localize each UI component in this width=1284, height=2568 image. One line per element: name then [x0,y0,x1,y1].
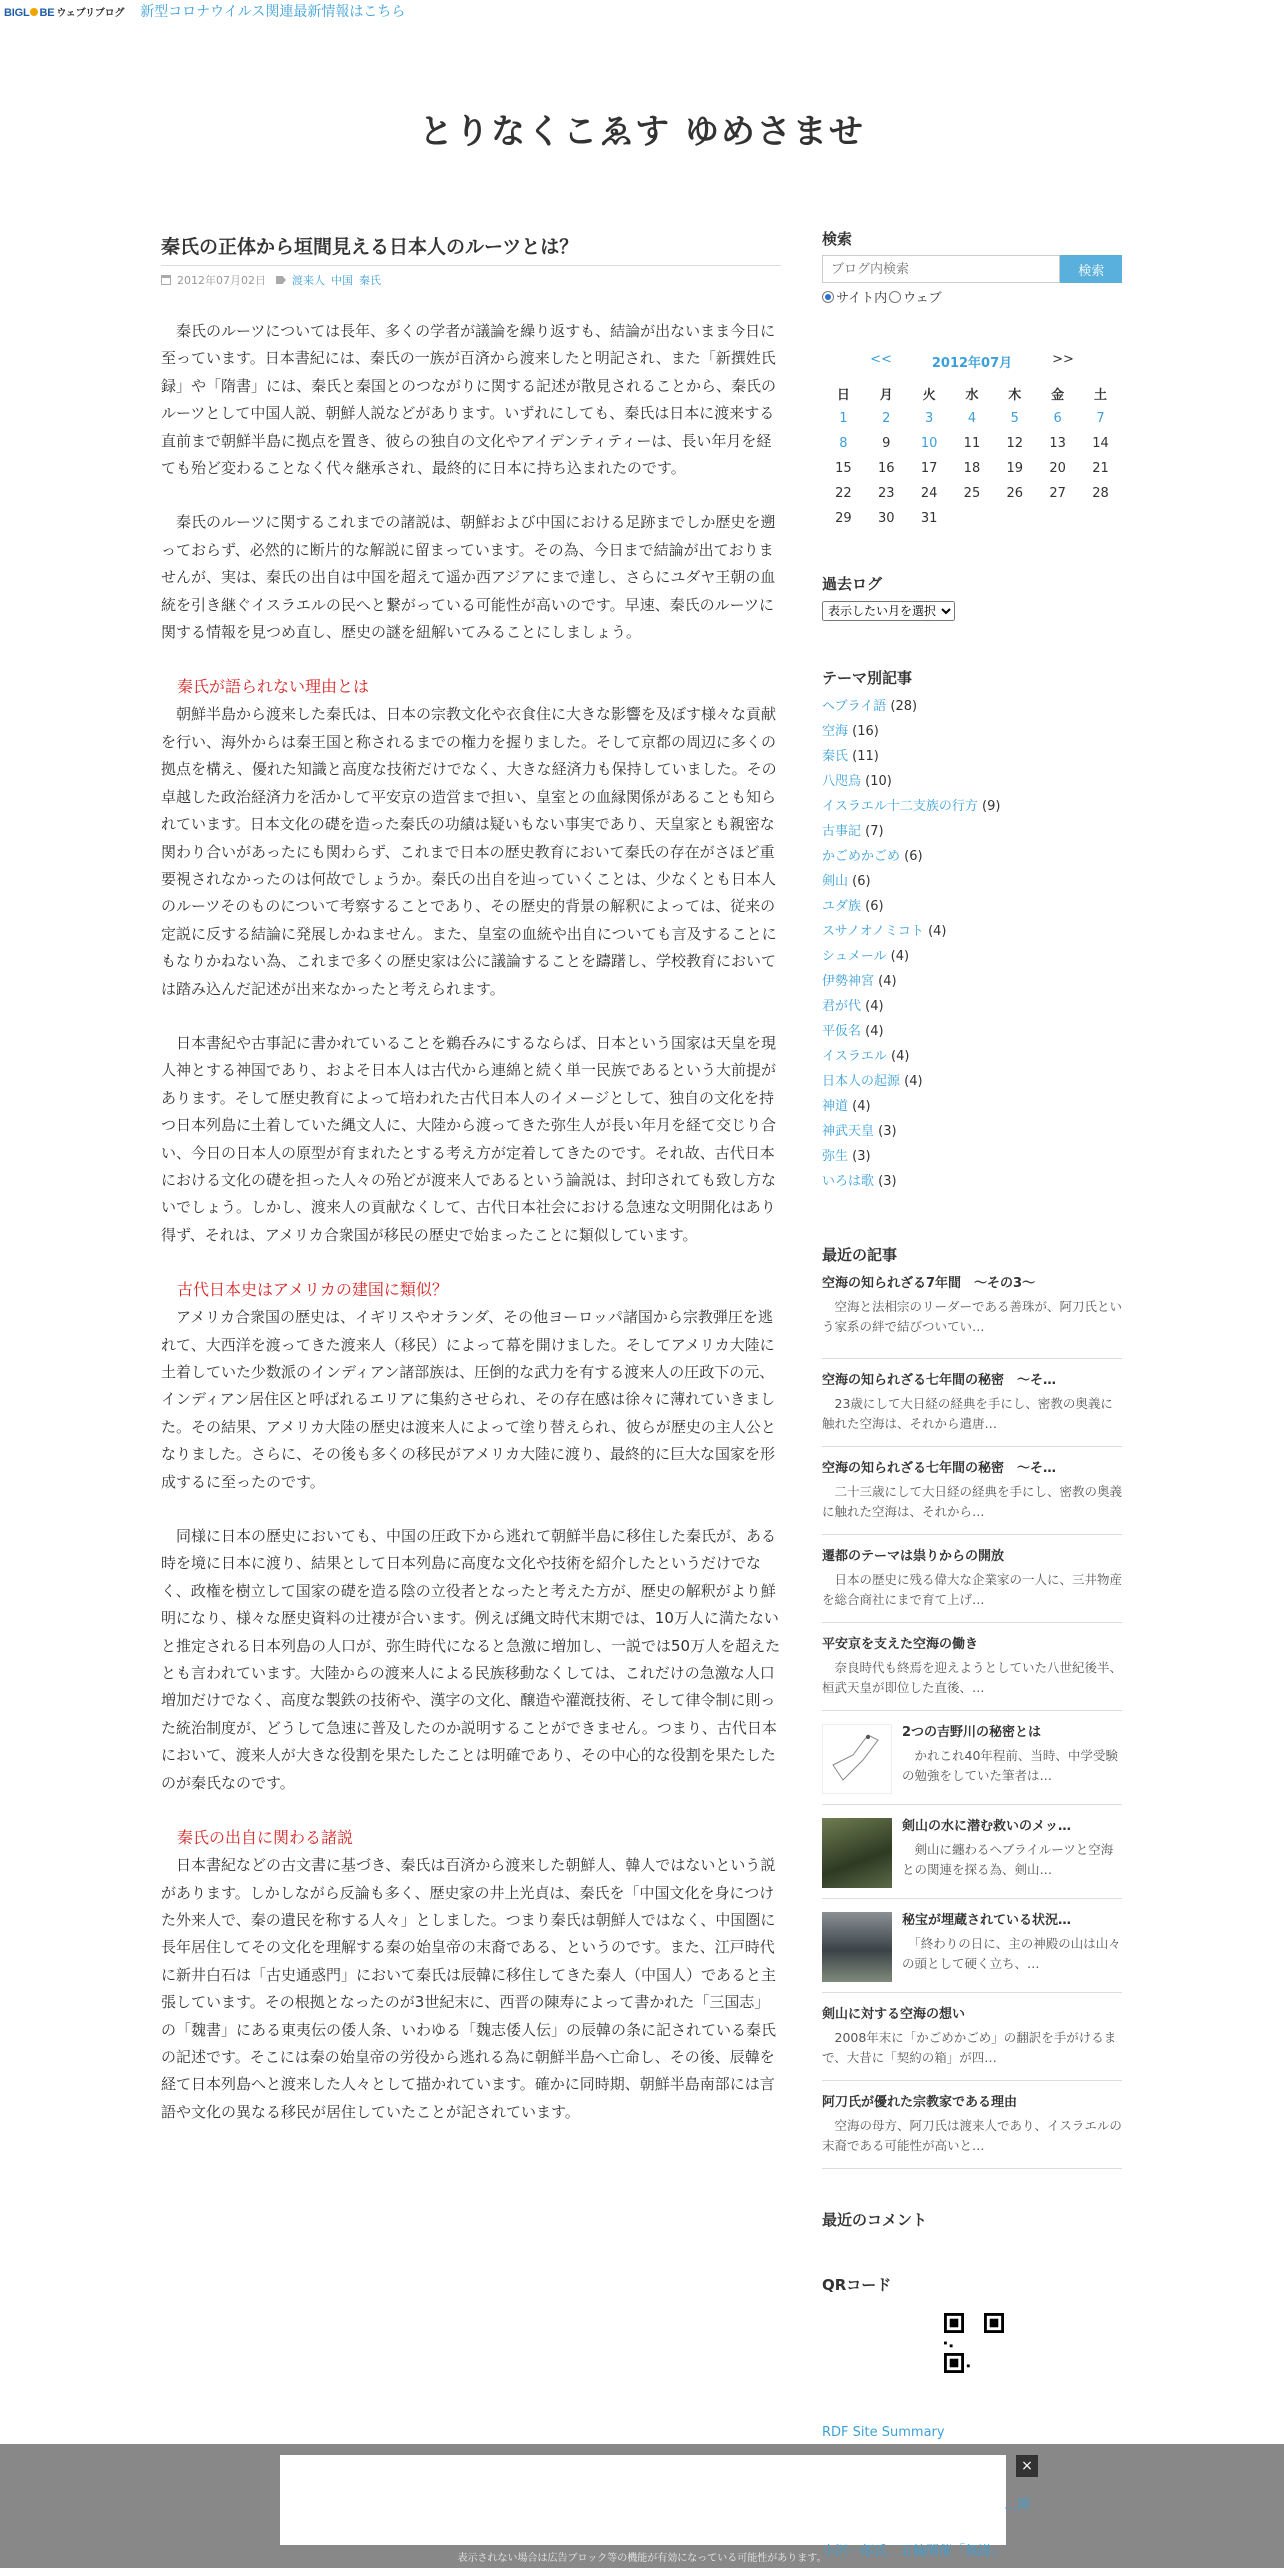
calendar-day: 22 [835,486,852,501]
theme-link[interactable]: シュメール [822,949,887,964]
theme-link[interactable]: 古事記 [822,824,862,839]
calendar-day [1036,506,1079,531]
theme-count: (6) [865,899,884,914]
calendar-day [993,506,1036,531]
theme-count: (28) [890,699,918,714]
calendar-day [822,406,865,431]
theme-item [822,794,1122,819]
calendar-day: 30 [877,511,895,526]
calendar-day: 19 [1006,461,1024,476]
recent-post-title[interactable]: 2つの吉野川の秘密とは [902,1725,1042,1740]
calendar-day [951,506,994,531]
radio-web-label: ウェブ [903,291,942,306]
paragraph: アメリカ合衆国の歴史は、イギリスやオランダ、その他ヨーロッパ諸国から宗教弾圧を逃れて、大西洋を渡ってきた渡来人（移民）によって幕を開けました。そしてアメリカ大陸に土着していた少数派のインディアン諸部族は、圧倒的な武力を有する渡来人の圧政下の元、インディアン居住区と呼ばれるエリアに集約させられ、その存在感は徐々に薄れていきました。その結果、アメリカ大陸の歴史は渡来人によって塗り替えられ、彼らが歴史の主人公となりました。さらに、その後も多くの移民がアメリカ大陸に渡り、最終的に巨大な国家を形成するに至ったのです。 [161,1308,776,1491]
tag-link[interactable]: 中国 [331,274,353,287]
calendar-day: 23 [877,486,895,501]
radio-site[interactable] [822,291,834,303]
calendar-day: 21 [1092,461,1109,476]
calendar-day [822,431,865,456]
paragraph: 朝鮮半島から渡来した秦氏は、日本の宗教文化や衣食住に大きな影響を及ぼす様々な貢献を行い、海外からは秦王国と称されるまでの権力を握りました。そして京都の周辺に多くの拠点を構え、優れた知識と高度な技術だけでなく、大きな経済力も保持していました。その卓越した政治経済力を活かして平安京の造営まで担い、皇室との血縁関係があることも知られています。日本文化の礎を造った秦氏の功績は疑いもない事実であり、天皇家とも親密な関わり合いがあったにも関わらず、これまで日本の歴史教育において秦氏の存在がさほど重要視されなかったのは何故でしょうか。秦氏の出自を辿っていくことは、少なくとも日本人のルーツそのものについて考察することであり、その歴史的背景の解釈によっては、従来の定説に反する結論に発展しかねません。また、皇室の血統や出自についても言及することにもなりかねない為、これまで多くの歴史家は公に議論することを躊躇し、学校教育においては踏み込んだ記述が出来なかったと考えられます。 [161,705,777,998]
radio-web[interactable] [889,291,901,303]
calendar-day-link[interactable]: 5 [1010,411,1019,426]
theme-link[interactable]: ヘブライ語 [822,699,887,714]
theme-item [822,1019,1122,1044]
theme-count: (9) [982,799,1001,814]
theme-link[interactable]: いろは歌 [822,1174,875,1189]
recent-post-excerpt: 二十三歳にして大日経の経典を手にし、密教の奥義に触れた空海は、それから… [822,1484,1123,1519]
weekday-label: 木 [1008,388,1022,403]
theme-item [822,819,1122,844]
recent-post[interactable] [822,1711,1122,1805]
archive [822,573,1122,621]
calendar-day-link[interactable]: 3 [924,411,934,426]
theme-count: (16) [852,724,879,739]
calendar-prev[interactable]: << [870,352,892,367]
calendar-day: 18 [963,461,981,476]
peek-link[interactable]: …関 [1004,2498,1031,2513]
theme-link[interactable]: ユダ族 [822,899,862,914]
calendar-day: 28 [1092,486,1109,501]
theme-link[interactable]: 秦氏 [822,749,849,764]
calendar [822,352,1122,531]
calendar-day: 27 [1049,486,1066,501]
calendar-day: 9 [882,436,891,451]
recent-post-thumbnail[interactable] [822,1724,892,1794]
theme-link[interactable]: スサノオノミコト [822,924,924,939]
calendar-day: 20 [1049,461,1066,476]
theme-count: (10) [865,774,892,789]
recent-post[interactable] [822,1805,1122,1899]
recent-post[interactable] [822,1623,1122,1711]
radio-site-label: サイト内 [836,291,888,306]
theme-link[interactable]: 剣山 [822,874,849,889]
theme-link[interactable]: 神武天皇 [822,1124,875,1139]
theme-count: (4) [904,1074,923,1089]
calendar-day [951,406,994,431]
recent-post-excerpt: 23歳にして大日経の経典を手にし、密教の奥義に触れた空海は、それから遣唐… [822,1396,1113,1431]
theme-item [822,969,1122,994]
recent-posts [822,1244,1122,2169]
recent-post-excerpt: かれこれ40年程前、当時、中学受験の勉強をしていた筆者は… [902,1748,1118,1783]
themes-heading: テーマ別記事 [822,669,913,687]
calendar-month[interactable]: 2012年07月 [931,356,1013,371]
recent-post-title[interactable]: 阿刀氏が優れた宗教家である理由 [822,2095,1018,2110]
recent-post-title[interactable]: 空海の知られざる七年間の秘密 ～そ… [822,1373,1057,1388]
recent-post[interactable] [822,1271,1122,1359]
theme-item [822,994,1122,1019]
calendar-day [908,431,951,456]
rdf-section [822,2425,1122,2440]
theme-link[interactable]: 空海 [822,724,849,739]
calendar-day-link[interactable]: 6 [1053,411,1062,426]
search-form [822,255,1122,283]
paragraph: 日本書紀などの古文書に基づき、秦氏は百済から渡来した朝鮮人、韓人ではないという説があります。しかしながら反論も多く、歴史家の井上光貞は、秦氏を「中国文化を身につけた外来人で、秦の遺民を称する人々」としました。つまり秦氏は朝鮮人ではなく、中国圏に長年居住してその文化を理解する秦の始皇帝の末裔である、というのです。また、江戸時代に新井白石は「古史通惑門」において秦氏は辰韓に移住してきた秦人（中国人）であると主張しています。その根拠となったのが3世紀末に、西晋の陳寿によって書かれた「三国志」の「魏書」にある東夷伝の倭人条、いわゆる「魏志倭人伝」の辰韓の条に記されている秦氏の記述です。そこには秦の始皇帝の労役から逃れる為に朝鮮半島へ亡命し、その後、辰韓を経て日本列島へと渡来した人々として描かれています。確かに同時期、朝鮮半島南部には言語や文化の異なる移民が居住していたことが記されています。 [161,1856,777,2121]
theme-count: (4) [928,924,947,939]
biglobe-logo[interactable]: BIGL BE ウェブリブログ [4,6,125,19]
calendar-day: 31 [920,511,938,526]
paragraph: 秦氏のルーツについては長年、多くの学者が議論を繰り返すも、結論が出ないまま今日に至っています。日本書紀には、秦氏の一族が百済から渡来したと明記され、また「新撰姓氏録」や「隋書」には、秦氏と秦国とのつながりに関する記述が散見されることから、秦氏のルーツとして中国人説、朝鮮人説などがあります。いずれにしても、秦氏は日本に渡来する直前まで朝鮮半島に拠点を置き、彼らの独自の文化やアイデンティティーは、長い年月を経ても殆ど変わることなく代々継承され、最終的に日本に持ち込まれたのです。 [161,322,777,478]
calendar-next[interactable]: >> [1052,352,1074,367]
calendar-day: 15 [835,461,852,476]
theme-count: (3) [878,1124,897,1139]
ad-note: 表示されない場合は広告ブロック等の機能が有効になっている可能性があります。 [457,2553,827,2564]
recent-post-title[interactable]: 剣山の水に潜む救いのメッ… [902,1819,1072,1834]
calendar-day-link[interactable]: 1 [839,411,848,426]
calendar-grid [822,381,1122,531]
calendar-day: 25 [963,486,981,501]
recent-post[interactable] [822,1535,1122,1623]
recent-heading: 最近の記事 [822,1246,898,1264]
calendar-day-link[interactable]: 4 [967,411,977,426]
qr-code-image [944,2313,1004,2373]
ad-banner[interactable] [280,2455,1006,2545]
recent-post[interactable] [822,1993,1122,2081]
calendar-day: 29 [835,511,852,526]
theme-link[interactable]: 八咫烏 [822,774,862,789]
theme-item [822,769,1122,794]
calendar-day: 14 [1092,436,1109,451]
recent-post-thumbnail[interactable] [822,1912,892,1982]
theme-item [822,719,1122,744]
calendar-day [1079,406,1122,431]
recent-post-title[interactable]: 遷都のテーマは祟りからの開放 [822,1549,1005,1564]
post-date: 2012年07月02日 [177,274,266,287]
theme-link[interactable]: 神道 [822,1099,849,1114]
theme-item [822,1094,1122,1119]
theme-item [822,1119,1122,1144]
recent-post[interactable] [822,1899,1122,1993]
recent-post[interactable] [822,2081,1122,2169]
calendar-day-link[interactable]: 7 [1096,411,1105,426]
rdf-link[interactable]: RDF Site Summary [822,2425,945,2440]
calendar-day: 26 [1006,486,1024,501]
theme-item [822,844,1122,869]
calendar-day [908,406,951,431]
theme-count: (3) [878,1174,897,1189]
calendar-icon [161,275,171,285]
recent-post-excerpt: 「終わりの日に、主の神殿の山は山々の頭として硬く立ち、… [902,1936,1121,1971]
tag-link[interactable]: 秦氏 [359,274,381,287]
calendar-day: 11 [963,436,981,451]
calendar-day-link[interactable]: 2 [882,411,891,426]
paragraph: 同様に日本の歴史においても、中国の圧政下から逃れて朝鮮半島に移住した秦氏が、ある時を境に日本に渡り、結果として日本列島に高度な文化や技術を紹介したというだけでなく、政権を樹立して国家の礎を造る陰の立役者となったと考えた方が、歴史の解釈がより鮮明になり、様々な歴史資料の辻褄が合います。例えば縄文時代末期では、10万人に満たないと推定される日本列島の人口が、弥生時代になると急激に増加し、一説では50万人を超えたとも言われています。大陸からの渡来人による民族移動なくしては、これだけの急激な人口増加だけでなく、高度な製鉄の技術や、漢字の文化、醸造や灌漑技術、そして律令制に則った統治制度が、どうして急速に普及したのか説明することができません。つまり、古代日本において、渡来人が大きな役割を果たしたことは明確であり、その中心的な役割を果たしたのが秦氏なのです。 [161,1527,781,1792]
search-heading: 検索 [822,230,853,248]
calendar-day [865,406,908,431]
theme-count: (4) [865,1024,884,1039]
theme-link[interactable]: 伊勢神宮 [822,974,875,989]
themes [822,667,1122,1194]
tag-icon [276,276,286,284]
weekday-label: 土 [1094,388,1108,403]
theme-item [822,919,1122,944]
theme-count: (3) [852,1149,871,1164]
recent-post-excerpt: 日本の歴史に残る偉大な企業家の一人に、三井物産を総合商社にまで育て上げ… [822,1572,1123,1607]
recent-post-title[interactable]: 空海の知られざる七年間の秘密 ～そ… [822,1461,1057,1476]
post-body [161,318,781,2126]
corona-info-link[interactable]: 新型コロナウイルス関連最新情報はこちら [140,4,406,20]
site-title[interactable]: とりなくこゑす ゆめさませ [419,112,865,152]
weekday-label: 火 [922,388,936,403]
calendar-day: 24 [920,486,938,501]
recent-post[interactable] [822,1359,1122,1447]
theme-count: (4) [890,949,910,964]
theme-list [822,694,1122,1194]
theme-link[interactable]: 弥生 [822,1149,849,1164]
theme-count: (7) [865,824,884,839]
search-button[interactable]: 検索 [1060,255,1122,283]
recent-post-excerpt: 空海と法相宗のリーダーである善珠が、阿刀氏という家系の絆で結びついてい… [822,1299,1123,1334]
calendar-day-link[interactable]: 8 [839,436,848,451]
weekday-label: 月 [879,388,893,403]
post-title[interactable]: 秦氏の正体から垣間見える日本人のルーツとは？ [161,236,579,258]
theme-count: (4) [891,1049,910,1064]
recent-post-title[interactable]: 剣山に対する空海の想い [822,2007,966,2022]
theme-link[interactable]: イスラエル [822,1049,887,1064]
section-heading: 秦氏が語られない理由とは [177,677,370,697]
theme-count: (6) [852,874,871,889]
calendar-day-link[interactable]: 10 [920,436,938,451]
ad-close-button[interactable]: × [1016,2455,1038,2477]
calendar-day: 16 [877,461,895,476]
paragraph: 日本書紀や古事記に書かれていることを鵜呑みにするならば、日本という国家は天皇を現人神とする神国であり、およそ日本人は古代から連綿と続く単一民族であるという大前提があります。そして歴史教育によって培われた古代日本人のイメージとして、独自の文化を持つ日本列島に土着していた縄文人に、大陸から渡ってきた弥生人が長い年月を経て交じり合い、今日の日本人の原型が育まれたとする考え方が定着してきたのです。それ故、古代日本における文化の礎を担った人々の殆どが渡来人であるという論説は、封印されても致し方ないでしょう。しかし、渡来人の貢献なくして、古代日本社会における急速な文明開化はあり得ず、それは、アメリカ合衆国が移民の歴史で始まったことに類似しています。 [161,1033,777,1244]
weekday-label: 金 [1051,388,1065,403]
theme-count: (4) [878,974,897,989]
recent-post-excerpt: 剣山に纏わるヘブライルーツと空海との関連を探る為、剣山… [902,1842,1114,1877]
theme-count: (11) [852,749,879,764]
theme-item [822,1044,1122,1069]
search-scope [822,287,1122,306]
weekday-label: 水 [965,388,979,403]
calendar-day: 12 [1006,436,1024,451]
calendar-day [1079,506,1122,531]
recent-post-excerpt: 2008年末に「かごめかごめ」の翻訳を手がけるまで、大昔に「契約の箱」が四… [822,2030,1117,2065]
recent-post-title[interactable]: 秘宝が埋蔵されている状況… [902,1913,1072,1928]
article [161,232,781,2153]
theme-link[interactable]: 平仮名 [822,1024,862,1039]
theme-link[interactable]: イスラエル十二支族の行方 [822,799,978,814]
qr-section [822,2274,1122,2377]
comments-heading: 最近のコメント [822,2211,928,2229]
search-input[interactable] [822,255,1060,283]
theme-item [822,1144,1122,1169]
peek-link[interactable]: 小沢一郎氏 五輪開催「無謀」 [822,2544,1005,2559]
theme-item [822,869,1122,894]
sidebar [822,228,1122,2440]
recent-post-title[interactable]: 空海の知られざる7年間 ～その3～ [822,1276,1036,1291]
theme-link[interactable]: かごめかごめ [822,849,901,864]
top-bar [0,0,1284,22]
theme-count: (4) [865,999,884,1014]
paragraph: 秦氏のルーツに関するこれまでの諸説は、朝鮮および中国における足跡までしか歴史を遡っておらず、必然的に断片的な解説に留まっています。その為、今日まで結論が出ておりませんが、実は、秦氏の出自は中国を超えて遥か西アジアにまで達し、さらにユダヤ王朝の血統を引き継ぐイスラエルの民へと繋がっている可能性が高いのです。早速、秦氏のルーツに関する情報を見つめ直し、歴史の謎を紐解いてみることにしましょう。 [161,513,776,642]
theme-count: (4) [852,1099,871,1114]
archive-heading: 過去ログ [822,575,883,593]
theme-link[interactable]: 日本人の起源 [822,1074,901,1089]
qr-heading: QRコード [822,2276,892,2294]
calendar-day [993,406,1036,431]
theme-item [822,694,1122,719]
theme-item [822,1069,1122,1094]
theme-link[interactable]: 君が代 [822,999,862,1014]
archive-select[interactable] [822,601,955,621]
theme-item [822,1169,1122,1194]
post-meta [161,265,781,288]
recent-post[interactable] [822,1447,1122,1535]
recent-post-thumbnail[interactable] [822,1818,892,1888]
calendar-day [1036,406,1079,431]
calendar-day: 17 [920,461,938,476]
section-heading: 古代日本史はアメリカの建国に類似？ [177,1280,448,1300]
recent-comments [822,2209,1122,2230]
section-heading: 秦氏の出自に関わる諸説 [177,1828,354,1848]
weekday-label: 日 [836,388,850,403]
theme-item [822,894,1122,919]
theme-item [822,944,1122,969]
theme-item [822,744,1122,769]
tag-link[interactable]: 渡来人 [292,274,325,287]
recent-post-title[interactable]: 平安京を支えた空海の働き [822,1637,979,1652]
recent-post-excerpt: 奈良時代も終焉を迎えようとしていた八世紀後半、桓武天皇が即位した直後、… [822,1660,1123,1695]
recent-post-excerpt: 空海の母方、阿刀氏は渡来人であり、イスラエルの末裔である可能性が高いと… [822,2118,1122,2153]
theme-count: (6) [904,849,923,864]
calendar-day: 13 [1049,436,1066,451]
